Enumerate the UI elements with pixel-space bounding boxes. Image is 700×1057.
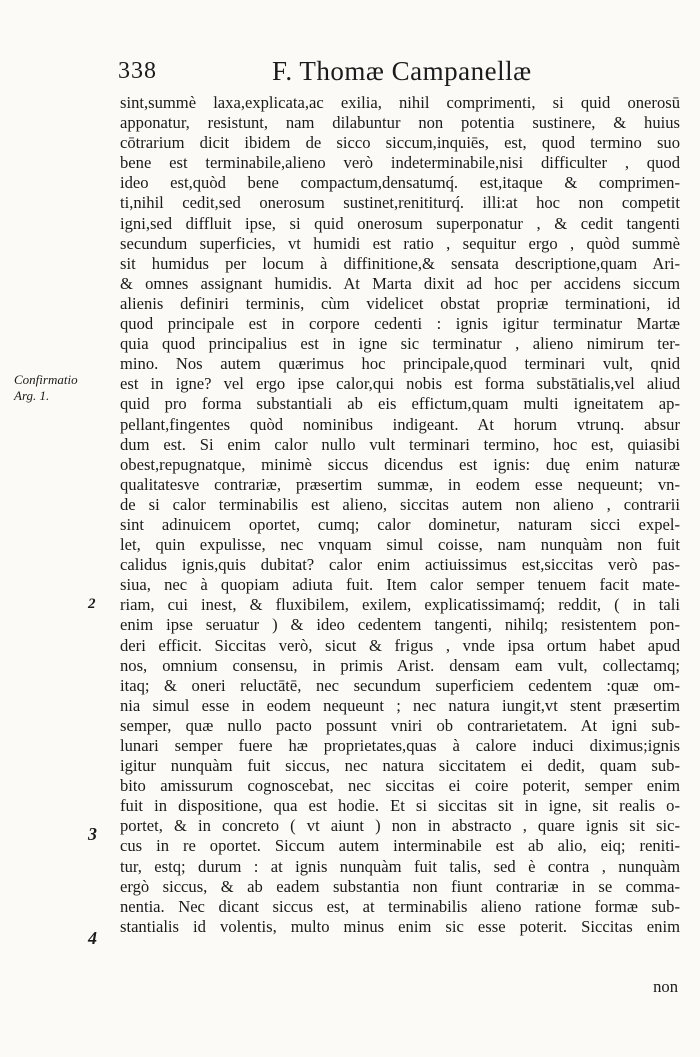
margin-number: 2 <box>88 596 96 612</box>
text-line: bene est terminabile,alieno verò indeterminabile,nisi difficulter , quod <box>120 153 680 173</box>
text-line: igni,sed diffluit ipse, si quid onerosum superponatur , & cedit tangenti <box>120 213 680 233</box>
text-body <box>120 93 680 937</box>
margin-note <box>14 372 78 404</box>
text-line: cus in re oportet. Siccum autem interminabile est ab alio, eiq; reniti- <box>120 836 680 856</box>
text-line: nentia. Nec dicant siccus est, at terminabilis alieno ratione formæ sub- <box>120 896 680 916</box>
text-line: itaq; & oneri reluctātē, nec secundum superficiem cedentem :quæ om- <box>120 675 680 695</box>
text-line: pellant,fingentes quòd nominibus indigeant. At horum vtrunq. absur <box>120 414 680 434</box>
text-line: & omnes assignant humidis. At Marta dixit ad hoc per accidens siccum <box>120 273 680 293</box>
text-line: deri efficit. Siccitas verò, sicut & frigus , vnde ipsa ortum habet apud <box>120 635 680 655</box>
margin-number: 3 <box>88 824 97 844</box>
text-line: cōtrarium dicit ibidem de sicco siccum,inquiēs, est, quod termino suo <box>120 133 680 153</box>
text-line: portet, & in concreto ( vt aiunt ) non in abstracto , quare ignis sit sic- <box>120 816 680 836</box>
margin-note-line: Arg. 1. <box>14 388 50 403</box>
running-head: F. Thomæ Campanellæ <box>272 56 532 86</box>
text-line: sit humidus per locum à diffinitione,& sensata descriptione,quam Ari- <box>120 253 680 273</box>
margin-note-line: Confirmatio <box>14 372 78 387</box>
text-line: quod principale est in corpore cedenti : ignis igitur terminatur Martæ <box>120 314 680 334</box>
text-line: siua, nec à quopiam adiuta fuit. Item calor semper tenuem facit mate- <box>120 575 680 595</box>
text-line: lunari semper fuere hæ proprietates,quas à calore induci diximus;ignis <box>120 736 680 755</box>
text-line: calidus ignis,quis dubitat? calor enim actiuissimus est,siccitas verò pas- <box>120 555 680 575</box>
text-line: mino. Nos autem quærimus hoc principale,quod terminari vult, qnid <box>120 354 680 374</box>
text-line: riam, cui inest, & fluxibilem, exilem, explicatissimamq́; reddit, ( in tali <box>120 595 680 615</box>
text-line: bito amissurum cognoscebat, nec siccitas ei coire poterit, semper enim <box>120 776 680 796</box>
text-line: ideo est,quòd bene compactum,densatumq́. est,itaque & comprimen- <box>120 173 680 193</box>
page-number: 338 <box>118 58 157 84</box>
text-line: sint adinuicem oportet, cumq; calor dominetur, naturam sicci expel- <box>120 514 680 534</box>
text-line: ti,nihil cedit,sed onerosum sustinet,renititurq́. illi:at hoc non competit <box>120 193 680 213</box>
text-line: de si calor terminabilis est alieno, siccitas autem non alieno , contrarii <box>120 494 680 514</box>
text-line: alienis definiri terminis, cùm videlicet obstat propriæ terminationi, id <box>120 293 680 313</box>
text-line: quia quod principalius est in igne sic terminatur , alieno nimirum ter- <box>120 334 680 354</box>
text-line: let, quin expulisse, nec vnquam simul coisse, nam nunquàm non fuit <box>120 535 680 555</box>
text-line: secundum superficies, vt humidi est ratio , sequitur ergo , quòd summè <box>120 233 680 253</box>
text-line: semper, quæ nullo pacto possunt vniri ob contrarietatem. At igni sub- <box>120 715 680 735</box>
text-line: sint,summè laxa,explicata,ac exilia, nihil comprimenti, si quid onerosū <box>120 93 680 112</box>
text-line: nos, omnium consensu, in primis Arist. densam eam vult, collectamq; <box>120 655 680 675</box>
text-line: quid pro forma substantiali ab eis effictum,quam multi igneitatem ap- <box>120 394 680 414</box>
text-line: tur, estq; durum : at ignis nunquàm fuit talis, sed è contra , nunquàm <box>120 856 680 876</box>
text-line: enim ipse seruatur ) & ideo cedentem tangenti, nihilq; resistentem pon- <box>120 615 680 635</box>
text-line: apponatur, resistunt, nam dilabuntur non potentia sustinere, & huius <box>120 113 680 133</box>
text-line: nia simul esse in eodem nequeunt ; nec natura iungit,vt stent præsertim <box>120 695 680 715</box>
text-line: stantialis id volentis, multo minus enim sic esse poterit. Siccitas enim <box>120 916 680 936</box>
text-line: obest,repugnatque, minimè siccus dicendus est ignis: duę enim naturæ <box>120 454 680 474</box>
text-line: igitur nunquàm fuit siccus, nec natura siccitatem ei dedit, quam sub- <box>120 756 680 776</box>
margin-number: 4 <box>88 928 97 948</box>
text-line: ergò siccus, & ab eadem substantia non fiunt contrariæ in se comma- <box>120 876 680 896</box>
text-line: fuit in dispositione, qua est hodie. Et si siccitas sit in igne, sit realis o- <box>120 796 680 816</box>
text-line: dum est. Si enim calor nullo vult terminari termino, hoc est, quiasibi <box>120 434 680 454</box>
text-line: qualitatesve contrariæ, præsertim summæ, in eodem esse nequeunt; vn- <box>120 474 680 494</box>
text-line: est in igne? vel ergo ipse calor,qui nobis est forma substātialis,vel aliud <box>120 374 680 394</box>
catchword: non <box>653 977 678 996</box>
